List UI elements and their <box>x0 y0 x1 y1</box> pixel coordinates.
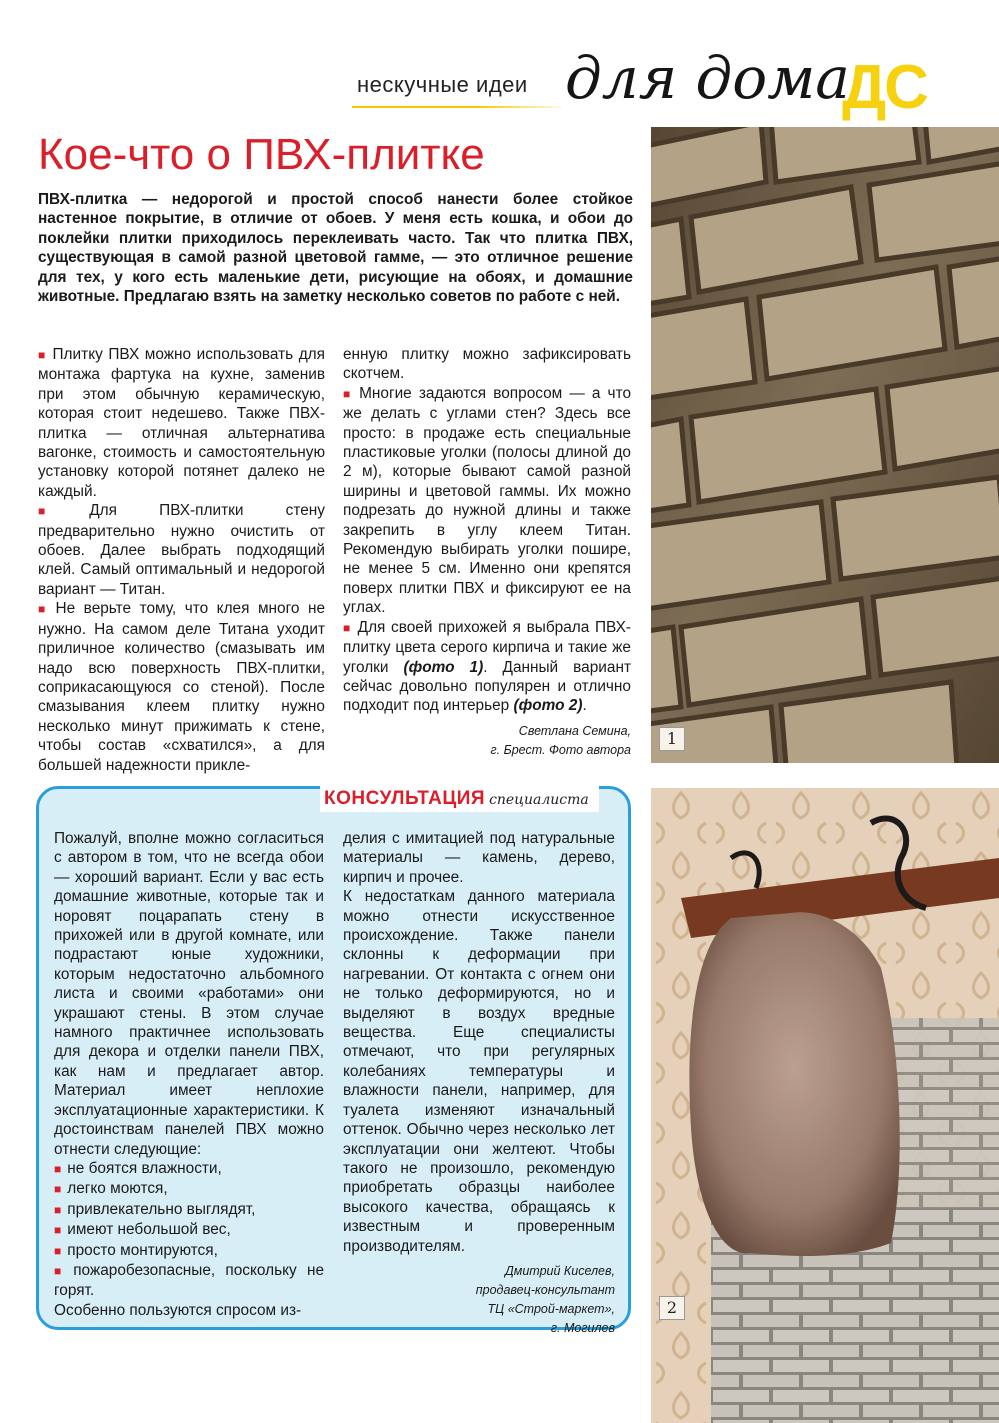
article-paragraph: ■ Многие задаются вопросом — а что же делать с углами стен? Здесь все просто: в продаже есть специальные пластиковые уголки (полосы длиной до 2 м), которые бывают самой разной ширины и цветовой гаммы. Их можно подрезать до нужной длины и также закрепить в углу клеем Титан. Рекомендую выбирать уголки пошире, не менее 5 см. Именно они крепятся поверх плитки ПВХ и фиксируют ее на углах. <box>343 384 631 617</box>
square-bullet-icon: ■ <box>54 1263 68 1278</box>
consultation-column-2 <box>343 829 615 1338</box>
consultation-paragraph: К недостаткам данного материала можно отнести искусственное происхождение. Также панели склонны к деформации при нагревании. От контакта с огнем они не только деформируются, но и выделяют в воздух вредные вещества. Еще специалисты отмечают, что при регулярных колебаниях температуры и влажности панели, например, для туалета изменяют изначальный оттенок. Обычно через несколько лет эксплуатации они желтеют. Чтобы такого не произошло, рекомендую приобретать образцы наиболее высокого качества, обращаясь к известным и проверенным производителям. <box>343 888 615 1255</box>
advantages-list <box>54 1159 324 1301</box>
brick-wall-image <box>651 127 999 763</box>
section-title: для дома <box>565 44 850 112</box>
header-rule <box>352 106 562 108</box>
article-paragraph: ■ Не верьте тому, что клея много не нужно. На самом деле Титана уходит приличное количество (смазывать им надо всю поверхность ПВХ-плитки, соприкасающуюся со стеной). После смазывания клеем плитку нужно несколько минут прижимать к стене, чтобы состав «схватился», а для большей надежности прикле- <box>38 600 326 774</box>
article-title: Кое-что о ПВХ-плитке <box>38 130 485 179</box>
list-item: ■ не боятся влажности, <box>54 1159 222 1177</box>
hallway-coat-image <box>651 788 999 1423</box>
section-kicker: нескучные идеи <box>357 72 528 97</box>
magazine-logo: ДС <box>842 53 927 122</box>
consultation-paragraph-continued: делия с имитацией под натуральные материалы — камень, дерево, кирпич и прочее. <box>343 830 615 886</box>
photo-brick-wall <box>651 127 999 763</box>
photo-coat-hallway <box>651 788 999 1423</box>
photo-number: 2 <box>659 1296 685 1320</box>
consultation-column-1 <box>54 829 324 1320</box>
consultation-signature: Дмитрий Киселев, продавец-консультант ТЦ «Строй-маркет», г. Могилев <box>475 1263 615 1335</box>
article-paragraph: ■ Плитку ПВХ можно использовать для монтажа фартука на кухне, заменив при этом обычную керамическую, которая стоит недешево. Также ПВХ-плитка — отличная альтернатива вагонке, стоимость и самостоятельную установку которой потянет далеко не каждый. <box>38 346 325 500</box>
article-signature: Светлана Семина, г. Брест. Фото автора <box>490 723 631 757</box>
square-bullet-icon: ■ <box>54 1161 62 1176</box>
square-bullet-icon: ■ <box>343 386 354 401</box>
article-column-1 <box>38 345 325 775</box>
list-item: ■ просто монтируются, <box>54 1241 218 1259</box>
article-column-2 <box>343 345 631 760</box>
photo-number: 1 <box>659 727 685 751</box>
square-bullet-icon: ■ <box>38 504 84 519</box>
photo-ref: (фото 2) <box>513 697 583 715</box>
photo-ref: (фото 1) <box>403 658 484 676</box>
article-lead: ПВХ-плитка — недорогой и простой способ нанести более стойкое настенное покрытие, в отличие от обоев. У меня есть кошка, и обои до поклейки плитки приходилось переклеивать часто. Так что плитка ПВХ, существующая в самой разной цветовой гамме, — это отличное решение для тех, у кого есть маленькие дети, рисующие на обоях, и домашние животные. Предлагаю взять на заметку несколько советов по работе с ней. <box>38 191 633 306</box>
article-paragraph: ■ Для ПВХ-плитки стену предварительно нужно очистить от обоев. Далее выбрать подходящий клей. Самый оптимальный и недорогой вариант — Титан. <box>38 502 325 598</box>
list-item: ■ имеют небольшой вес, <box>54 1221 231 1239</box>
list-item: ■ легко моются, <box>54 1180 168 1198</box>
square-bullet-icon: ■ <box>38 602 50 617</box>
square-bullet-icon: ■ <box>54 1243 62 1258</box>
square-bullet-icon: ■ <box>343 620 352 635</box>
consultation-heading: КОНСУЛЬТАЦИЯ специалиста <box>320 786 599 812</box>
square-bullet-icon: ■ <box>54 1202 62 1217</box>
square-bullet-icon: ■ <box>54 1223 62 1238</box>
square-bullet-icon: ■ <box>38 348 47 362</box>
article-paragraph: ■ Для своей прихожей я выбрала ПВХ-плитку цвета серого кирпича и такие же уголки (фото 1). Данный вариант сейчас довольно популярен и отлично подходит под интерьер (фото 2). <box>343 618 632 715</box>
article-paragraph-continued: енную плитку можно зафиксировать скотчем. <box>343 346 631 383</box>
list-item: ■ пожаробезопасные, поскольку не горят. <box>54 1261 325 1300</box>
list-item: ■ привлекательно выглядят, <box>54 1200 256 1218</box>
consultation-paragraph: Пожалуй, вполне можно согласиться с автором в том, что не всегда обои — хороший вариант. Если у вас есть домашние животные, которые так и норовят поцарапать стену в прихожей или в другой комнате, или подрастают юные художники, которым недостаточно альбомного листа и своими «работами» они украшают стены. В этом случае намного практичнее использовать для декора и отделки панели ПВХ, как нам и предлагает автор. Материал имеет неплохие эксплуатационные характеристики. К достоинствам панелей ПВХ можно отнести следующие: <box>54 830 324 1158</box>
consultation-paragraph: Особенно пользуются спросом из- <box>54 1301 302 1319</box>
square-bullet-icon: ■ <box>54 1182 62 1197</box>
